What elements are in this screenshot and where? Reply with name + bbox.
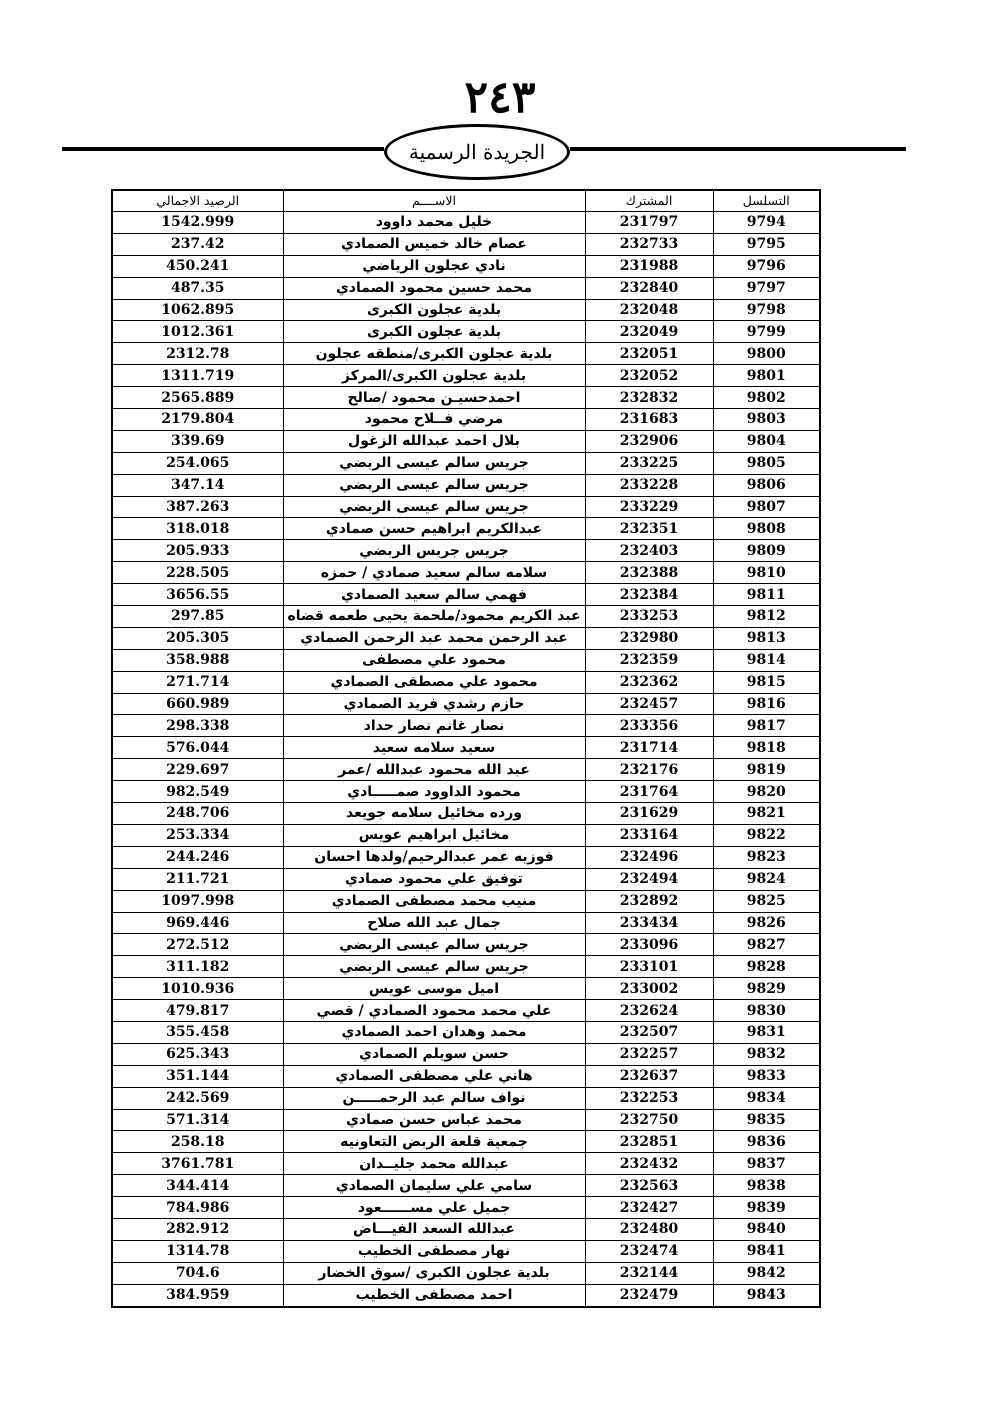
cell-serial: 9796: [713, 255, 820, 277]
cell-serial: 9842: [713, 1262, 820, 1284]
cell-serial: 9805: [713, 452, 820, 474]
cell-serial: 9818: [713, 737, 820, 759]
cell-subscriber: 232051: [585, 343, 713, 365]
cell-serial: 9817: [713, 715, 820, 737]
table-row: [112, 606, 820, 628]
cell-serial: 9794: [713, 212, 820, 234]
cell-serial: 9816: [713, 693, 820, 715]
cell-serial: 9826: [713, 912, 820, 934]
table-row: [112, 365, 820, 387]
cell-balance: 1311.719: [112, 365, 283, 387]
table-row: [112, 1131, 820, 1153]
cell-serial: 9821: [713, 803, 820, 825]
table-row: [112, 1240, 820, 1262]
cell-balance: 384.959: [112, 1284, 283, 1306]
cell-name: جريس سالم عيسى الربضي: [283, 452, 585, 474]
cell-name: احمدحسيـن محمود /صالح: [283, 387, 585, 409]
table-row: [112, 584, 820, 606]
table-row: [112, 387, 820, 409]
cell-name: عبدالكريم ابراهيم حسن صمادي: [283, 518, 585, 540]
cell-name: فوزيه عمر عبدالرحيم/ولدها احسان: [283, 846, 585, 868]
cell-name: جريس سالم عيسى الربضي: [283, 474, 585, 496]
cell-name: حسن سويلم الصمادي: [283, 1043, 585, 1065]
table-row: [112, 1109, 820, 1131]
cell-balance: 258.18: [112, 1131, 283, 1153]
cell-name: توفيق علي محمود صمادي: [283, 868, 585, 890]
cell-balance: 487.35: [112, 277, 283, 299]
cell-name: جريس سالم عيسى الربضي: [283, 496, 585, 518]
cell-serial: 9839: [713, 1197, 820, 1219]
table-row: [112, 1197, 820, 1219]
col-header-subscriber: المشترك: [585, 190, 713, 212]
cell-serial: 9829: [713, 978, 820, 1000]
cell-name: نادي عجلون الرياضي: [283, 255, 585, 277]
cell-subscriber: 232432: [585, 1153, 713, 1175]
table-header-row: [112, 190, 820, 212]
cell-balance: 344.414: [112, 1175, 283, 1197]
cell-balance: 387.263: [112, 496, 283, 518]
cell-subscriber: 232048: [585, 299, 713, 321]
cell-name: حازم رشدي فريد الصمادي: [283, 693, 585, 715]
cell-balance: 282.912: [112, 1218, 283, 1240]
table-row: [112, 255, 820, 277]
table-row: [112, 233, 820, 255]
cell-serial: 9841: [713, 1240, 820, 1262]
table-row: [112, 321, 820, 343]
cell-name: نصار غانم نصار حداد: [283, 715, 585, 737]
cell-serial: 9835: [713, 1109, 820, 1131]
cell-subscriber: 233225: [585, 452, 713, 474]
cell-name: جريس جريس الربضي: [283, 540, 585, 562]
cell-serial: 9843: [713, 1284, 820, 1306]
col-header-name: الاســــم: [283, 190, 585, 212]
cell-serial: 9811: [713, 584, 820, 606]
cell-name: جميل علي مســــــعود: [283, 1197, 585, 1219]
cell-name: نهار مصطفى الخطيب: [283, 1240, 585, 1262]
cell-subscriber: 232563: [585, 1175, 713, 1197]
cell-subscriber: 232892: [585, 890, 713, 912]
cell-subscriber: 232474: [585, 1240, 713, 1262]
table-row: [112, 759, 820, 781]
cell-serial: 9795: [713, 233, 820, 255]
cell-serial: 9810: [713, 562, 820, 584]
table-row: [112, 1021, 820, 1043]
cell-subscriber: 232840: [585, 277, 713, 299]
cell-subscriber: 232049: [585, 321, 713, 343]
cell-serial: 9840: [713, 1218, 820, 1240]
cell-balance: 982.549: [112, 781, 283, 803]
cell-subscriber: 231764: [585, 781, 713, 803]
cell-balance: 205.933: [112, 540, 283, 562]
cell-subscriber: 232507: [585, 1021, 713, 1043]
cell-serial: 9831: [713, 1021, 820, 1043]
cell-name: بلدية عجلون الكبرى: [283, 299, 585, 321]
table-row: [112, 496, 820, 518]
cell-balance: 271.714: [112, 671, 283, 693]
cell-serial: 9803: [713, 409, 820, 431]
table-row: [112, 277, 820, 299]
table-row: [112, 1218, 820, 1240]
cell-name: هاني علي مصطفى الصمادي: [283, 1065, 585, 1087]
table-row: [112, 474, 820, 496]
cell-name: جريس سالم عيسى الربضي: [283, 956, 585, 978]
cell-balance: 1314.78: [112, 1240, 283, 1262]
cell-serial: 9808: [713, 518, 820, 540]
table-row: [112, 1000, 820, 1022]
cell-balance: 355.458: [112, 1021, 283, 1043]
cell-name: محمود الداوود صمـــــادي: [283, 781, 585, 803]
cell-name: محمود علي مصطفى الصمادي: [283, 671, 585, 693]
cell-balance: 253.334: [112, 824, 283, 846]
table-row: [112, 409, 820, 431]
cell-balance: 298.338: [112, 715, 283, 737]
header-rule-left: [62, 147, 384, 151]
cell-serial: 9807: [713, 496, 820, 518]
cell-name: ورده مخائيل سلامه جويعد: [283, 803, 585, 825]
cell-serial: 9834: [713, 1087, 820, 1109]
cell-serial: 9798: [713, 299, 820, 321]
table-row: [112, 430, 820, 452]
table-body: [112, 212, 820, 1307]
cell-subscriber: 232144: [585, 1262, 713, 1284]
table-row: [112, 1043, 820, 1065]
table-row: [112, 890, 820, 912]
cell-subscriber: 232851: [585, 1131, 713, 1153]
cell-serial: 9825: [713, 890, 820, 912]
table-row: [112, 737, 820, 759]
cell-subscriber: 233164: [585, 824, 713, 846]
cell-serial: 9820: [713, 781, 820, 803]
cell-name: محمد حسين محمود الصمادي: [283, 277, 585, 299]
cell-name: بلدية عجلون الكبرى/منطقه عجلون: [283, 343, 585, 365]
cell-balance: 1012.361: [112, 321, 283, 343]
cell-name: سعيد سلامه سعيد: [283, 737, 585, 759]
cell-balance: 347.14: [112, 474, 283, 496]
cell-subscriber: 233096: [585, 934, 713, 956]
cell-balance: 254.065: [112, 452, 283, 474]
cell-subscriber: 232832: [585, 387, 713, 409]
cell-name: عبدالله محمد جليــدان: [283, 1153, 585, 1175]
cell-subscriber: 232427: [585, 1197, 713, 1219]
cell-balance: 2565.889: [112, 387, 283, 409]
cell-serial: 9822: [713, 824, 820, 846]
cell-subscriber: 232257: [585, 1043, 713, 1065]
cell-subscriber: 232384: [585, 584, 713, 606]
cell-name: بلدية عجلون الكبرى: [283, 321, 585, 343]
cell-balance: 205.305: [112, 627, 283, 649]
cell-name: عبد الكريم محمود/ملحمة يحيى طعمه قضاه: [283, 606, 585, 628]
table-row: [112, 1153, 820, 1175]
cell-subscriber: 232359: [585, 649, 713, 671]
cell-name: محمود علي مصطفى: [283, 649, 585, 671]
table-row: [112, 956, 820, 978]
table-row: [112, 540, 820, 562]
cell-subscriber: 232052: [585, 365, 713, 387]
col-header-balance: الرصيد الاجمالي: [112, 190, 283, 212]
cell-serial: 9806: [713, 474, 820, 496]
cell-name: سلامه سالم سعيد صمادي / حمزه: [283, 562, 585, 584]
cell-balance: 339.69: [112, 430, 283, 452]
table-row: [112, 671, 820, 693]
cell-serial: 9833: [713, 1065, 820, 1087]
cell-name: مرضي فــلاح محمود: [283, 409, 585, 431]
cell-balance: 211.721: [112, 868, 283, 890]
cell-name: عصام خالد خميس الصمادي: [283, 233, 585, 255]
cell-serial: 9801: [713, 365, 820, 387]
cell-serial: 9813: [713, 627, 820, 649]
table-row: [112, 518, 820, 540]
cell-subscriber: 232624: [585, 1000, 713, 1022]
cell-balance: 311.182: [112, 956, 283, 978]
table-row: [112, 1065, 820, 1087]
table-row: [112, 868, 820, 890]
cell-balance: 969.446: [112, 912, 283, 934]
table-row: [112, 846, 820, 868]
table-row: [112, 452, 820, 474]
table-row: [112, 781, 820, 803]
cell-serial: 9804: [713, 430, 820, 452]
cell-serial: 9819: [713, 759, 820, 781]
cell-balance: 576.044: [112, 737, 283, 759]
table-row: [112, 1175, 820, 1197]
cell-serial: 9800: [713, 343, 820, 365]
cell-balance: 272.512: [112, 934, 283, 956]
cell-subscriber: 232457: [585, 693, 713, 715]
cell-serial: 9809: [713, 540, 820, 562]
cell-name: عبد الله محمود عبدالله /عمر: [283, 759, 585, 781]
cell-subscriber: 232479: [585, 1284, 713, 1306]
cell-subscriber: 231988: [585, 255, 713, 277]
table-row: [112, 1087, 820, 1109]
table-row: [112, 912, 820, 934]
cell-name: مخائيل ابراهيم عويس: [283, 824, 585, 846]
subscribers-table: [111, 189, 821, 1308]
cell-balance: 318.018: [112, 518, 283, 540]
cell-serial: 9812: [713, 606, 820, 628]
table-row: [112, 1262, 820, 1284]
cell-name: جمعية قلعة الربض التعاونيه: [283, 1131, 585, 1153]
cell-subscriber: 232362: [585, 671, 713, 693]
cell-subscriber: 233434: [585, 912, 713, 934]
table-row: [112, 824, 820, 846]
cell-subscriber: 232253: [585, 1087, 713, 1109]
table-row: [112, 343, 820, 365]
cell-balance: 3761.781: [112, 1153, 283, 1175]
cell-balance: 625.343: [112, 1043, 283, 1065]
cell-name: بلدية عجلون الكبرى/المركز: [283, 365, 585, 387]
cell-subscriber: 233253: [585, 606, 713, 628]
cell-balance: 237.42: [112, 233, 283, 255]
cell-name: بلدية عجلون الكبرى /سوق الخضار: [283, 1262, 585, 1284]
table-row: [112, 803, 820, 825]
cell-balance: 704.6: [112, 1262, 283, 1284]
cell-balance: 1062.895: [112, 299, 283, 321]
cell-serial: 9814: [713, 649, 820, 671]
cell-balance: 248.706: [112, 803, 283, 825]
cell-balance: 784.986: [112, 1197, 283, 1219]
cell-subscriber: 232750: [585, 1109, 713, 1131]
cell-subscriber: 232637: [585, 1065, 713, 1087]
cell-serial: 9832: [713, 1043, 820, 1065]
cell-serial: 9836: [713, 1131, 820, 1153]
cell-serial: 9802: [713, 387, 820, 409]
cell-balance: 244.246: [112, 846, 283, 868]
cell-serial: 9837: [713, 1153, 820, 1175]
cell-name: جريس سالم عيسى الربضي: [283, 934, 585, 956]
cell-subscriber: 232906: [585, 430, 713, 452]
cell-subscriber: 232980: [585, 627, 713, 649]
cell-name: اميل موسى عويس: [283, 978, 585, 1000]
cell-balance: 479.817: [112, 1000, 283, 1022]
cell-balance: 297.85: [112, 606, 283, 628]
cell-balance: 1097.998: [112, 890, 283, 912]
cell-balance: 3656.55: [112, 584, 283, 606]
cell-subscriber: 232176: [585, 759, 713, 781]
cell-balance: 358.988: [112, 649, 283, 671]
cell-balance: 660.989: [112, 693, 283, 715]
cell-balance: 242.569: [112, 1087, 283, 1109]
cell-name: عبد الرحمن محمد عبد الرحمن الصمادي: [283, 627, 585, 649]
cell-balance: 1542.999: [112, 212, 283, 234]
table-row: [112, 299, 820, 321]
cell-name: نواف سالم عبد الرحمـــــن: [283, 1087, 585, 1109]
cell-subscriber: 231683: [585, 409, 713, 431]
cell-subscriber: 233228: [585, 474, 713, 496]
cell-balance: 1010.936: [112, 978, 283, 1000]
table-row: [112, 978, 820, 1000]
cell-serial: 9797: [713, 277, 820, 299]
cell-subscriber: 231797: [585, 212, 713, 234]
col-header-serial: التسلسل: [713, 190, 820, 212]
cell-subscriber: 233229: [585, 496, 713, 518]
cell-balance: 450.241: [112, 255, 283, 277]
cell-subscriber: 232494: [585, 868, 713, 890]
masthead-oval: [384, 124, 570, 180]
cell-name: محمد عباس حسن صمادي: [283, 1109, 585, 1131]
cell-subscriber: 232496: [585, 846, 713, 868]
masthead-title: الجريدة الرسمية: [408, 140, 546, 164]
cell-subscriber: 233101: [585, 956, 713, 978]
cell-subscriber: 232733: [585, 233, 713, 255]
cell-name: محمد وهدان احمد الصمادي: [283, 1021, 585, 1043]
cell-serial: 9823: [713, 846, 820, 868]
cell-serial: 9799: [713, 321, 820, 343]
cell-name: عبدالله السعد الفيـــاض: [283, 1218, 585, 1240]
cell-serial: 9824: [713, 868, 820, 890]
cell-serial: 9830: [713, 1000, 820, 1022]
header-rule-right: [570, 147, 906, 151]
cell-serial: 9828: [713, 956, 820, 978]
cell-subscriber: 233356: [585, 715, 713, 737]
cell-subscriber: 232403: [585, 540, 713, 562]
cell-subscriber: 232351: [585, 518, 713, 540]
cell-balance: 2312.78: [112, 343, 283, 365]
cell-name: جمال عبد الله صلاح: [283, 912, 585, 934]
cell-balance: 351.144: [112, 1065, 283, 1087]
cell-balance: 229.697: [112, 759, 283, 781]
page-number: ٢٤٣: [464, 72, 536, 123]
cell-name: سامي علي سليمان الصمادي: [283, 1175, 585, 1197]
cell-name: علي محمد محمود الصمادي / قصي: [283, 1000, 585, 1022]
cell-name: بلال احمد عبدالله الزغول: [283, 430, 585, 452]
cell-name: فهمي سالم سعيد الصمادي: [283, 584, 585, 606]
cell-serial: 9827: [713, 934, 820, 956]
table-row: [112, 934, 820, 956]
cell-subscriber: 231714: [585, 737, 713, 759]
table-row: [112, 562, 820, 584]
cell-subscriber: 233002: [585, 978, 713, 1000]
cell-subscriber: 232388: [585, 562, 713, 584]
cell-subscriber: 231629: [585, 803, 713, 825]
cell-name: احمد مصطفى الخطيب: [283, 1284, 585, 1306]
table-row: [112, 693, 820, 715]
cell-balance: 571.314: [112, 1109, 283, 1131]
table-row: [112, 212, 820, 234]
table-row: [112, 715, 820, 737]
cell-balance: 2179.804: [112, 409, 283, 431]
cell-name: منيب محمد مصطفى الصمادي: [283, 890, 585, 912]
table-row: [112, 649, 820, 671]
cell-serial: 9815: [713, 671, 820, 693]
table-row: [112, 1284, 820, 1306]
cell-subscriber: 232480: [585, 1218, 713, 1240]
cell-serial: 9838: [713, 1175, 820, 1197]
cell-balance: 228.505: [112, 562, 283, 584]
table-row: [112, 627, 820, 649]
cell-name: خليل محمد داوود: [283, 212, 585, 234]
